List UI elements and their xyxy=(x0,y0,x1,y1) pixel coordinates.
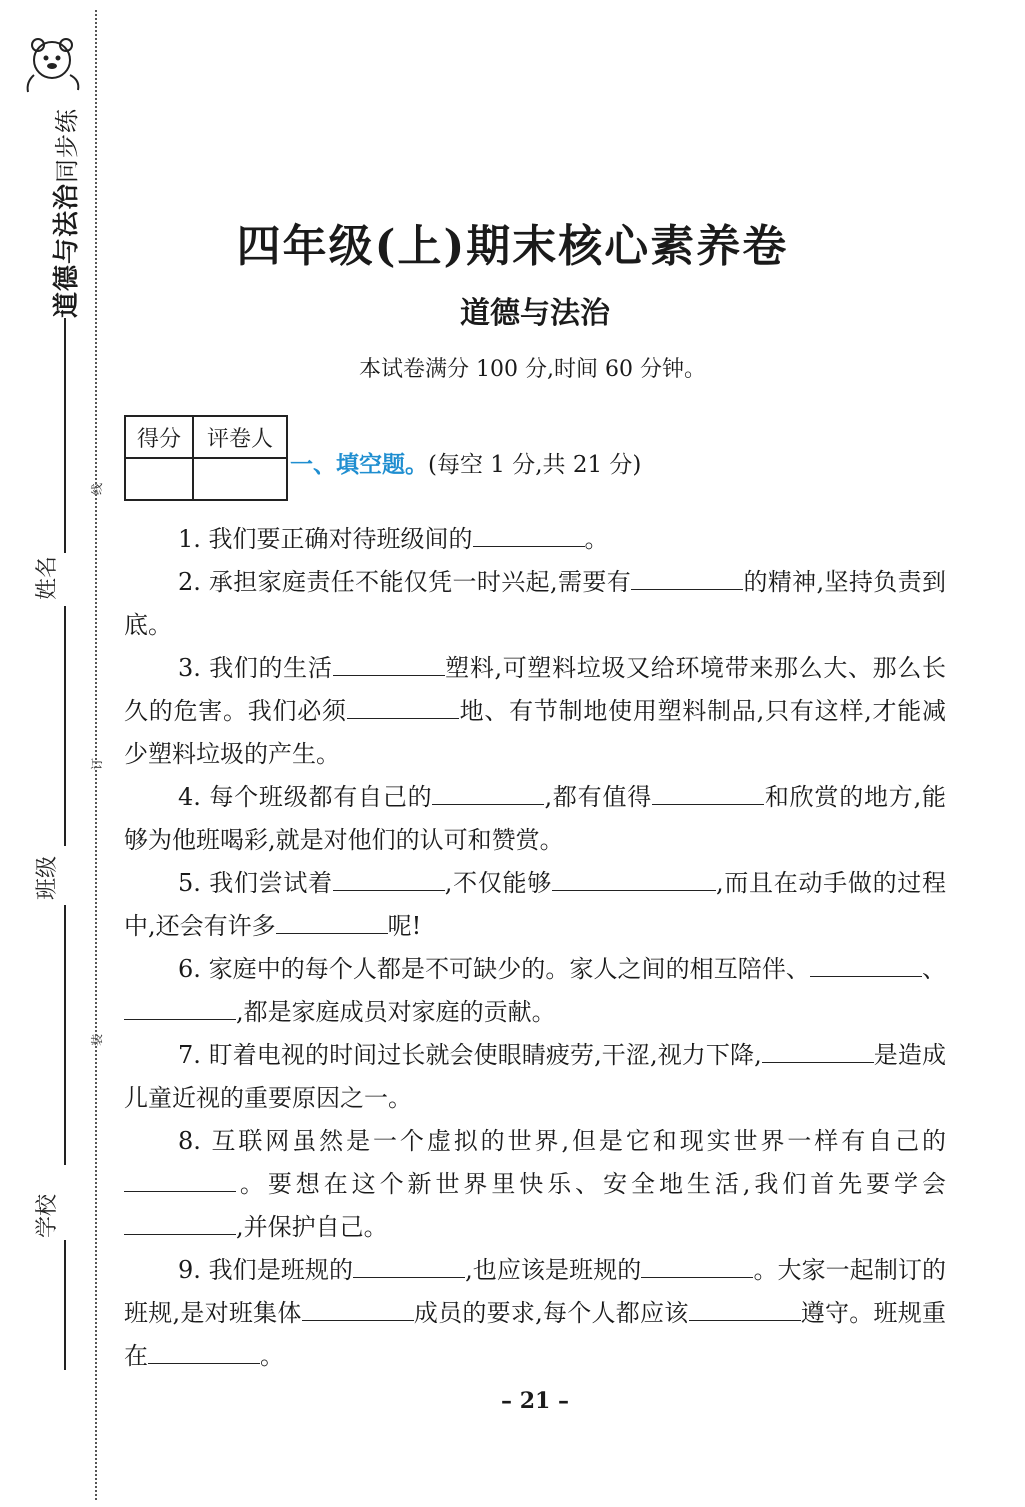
field-label-school: 学校 xyxy=(35,1193,60,1238)
q-text: 塑料,可塑料垃圾又给环境带来那么大、那么长久的危害。我们必须 xyxy=(124,654,946,725)
q-text: 。 xyxy=(260,1342,284,1370)
question-8 xyxy=(124,1120,946,1249)
grader-header: 评卷人 xyxy=(193,416,287,458)
answer-blank[interactable] xyxy=(810,956,922,977)
answer-blank[interactable] xyxy=(473,526,585,547)
q-text: ,都有值得 xyxy=(544,783,653,811)
q-text: 1. 我们要正确对待班级间的 xyxy=(178,525,473,553)
q-text: 7. 盯着电视的时间过长就会使眼睛疲劳,干涩,视力下降, xyxy=(178,1041,762,1069)
question-list xyxy=(124,518,946,1378)
field-label-class: 班级 xyxy=(35,855,60,900)
answer-blank[interactable] xyxy=(148,1343,260,1364)
question-2 xyxy=(124,561,946,647)
answer-blank[interactable] xyxy=(689,1300,801,1321)
answer-blank[interactable] xyxy=(333,655,445,676)
score-table xyxy=(124,415,288,501)
series-title-bold: 道德与法治 xyxy=(52,182,82,318)
section-title: 一、填空题。 xyxy=(290,452,428,478)
exam-title: 四年级(上)期末核心素养卷 xyxy=(236,221,789,272)
bind-mark-zhuang: 装 xyxy=(90,1033,104,1046)
question-4 xyxy=(124,776,946,862)
page-number: – 21 – xyxy=(501,1388,569,1414)
margin-line-school xyxy=(64,1240,66,1370)
q-text: 8. 互联网虽然是一个虚拟的世界,但是它和现实世界一样有自己的 xyxy=(178,1127,946,1155)
question-7 xyxy=(124,1034,946,1120)
q-text: 。 xyxy=(584,525,609,553)
q-text: 、 xyxy=(921,955,947,983)
q-text: 9. 我们是班规的 xyxy=(178,1256,354,1284)
answer-blank[interactable] xyxy=(124,1171,236,1192)
q-text: ,不仅能够 xyxy=(444,869,552,897)
grader-cell[interactable] xyxy=(193,458,287,500)
bind-mark-xian: 线 xyxy=(90,482,104,495)
answer-blank[interactable] xyxy=(333,870,445,891)
q-text: 3. 我们的生活 xyxy=(178,654,333,682)
answer-blank[interactable] xyxy=(432,784,544,805)
q-text: 是造成儿童近视的重要原因之一。 xyxy=(124,1041,946,1112)
q-text: 成员的要求,每个人都应该 xyxy=(413,1299,689,1327)
q-text: 。要想在这个新世界里快乐、安全地生活,我们首先要学会 xyxy=(236,1170,946,1198)
answer-blank[interactable] xyxy=(652,784,764,805)
q-text: 地、有节制地使用塑料制品,只有这样,才能减少塑料垃圾的产生。 xyxy=(124,697,946,768)
question-6 xyxy=(124,948,946,1034)
q-text: 5. 我们尝试着 xyxy=(178,869,333,897)
score-header: 得分 xyxy=(125,416,193,458)
answer-blank[interactable] xyxy=(353,1257,465,1278)
bind-mark-ding: 订 xyxy=(90,757,104,770)
answer-blank[interactable] xyxy=(631,569,743,590)
bear-mascot-icon xyxy=(18,30,88,100)
q-text: 和欣赏的地方,能够为他班喝彩,就是对他们的认可和赞赏。 xyxy=(124,783,946,854)
section-note: (每空 1 分,共 21 分) xyxy=(428,452,642,478)
q-text: 6. 家庭中的每个人都是不可缺少的。家人之间的相互陪伴、 xyxy=(178,955,810,983)
q-text: 。大家一起制订的班规,是对班集体 xyxy=(124,1256,946,1327)
field-label-name: 姓名 xyxy=(35,555,60,600)
answer-blank[interactable] xyxy=(641,1257,753,1278)
q-text: 2. 承担家庭责任不能仅凭一时兴起,需要有 xyxy=(178,568,632,596)
answer-blank[interactable] xyxy=(762,1042,874,1063)
answer-blank[interactable] xyxy=(347,698,459,719)
series-title-light: 同步练 xyxy=(53,107,81,183)
score-cell[interactable] xyxy=(125,458,193,500)
q-text: ,而且在动手做的过程中,还会有许多 xyxy=(124,869,946,940)
answer-blank[interactable] xyxy=(276,913,388,934)
answer-blank[interactable] xyxy=(124,999,236,1020)
section-heading xyxy=(290,446,641,479)
q-text: 呢! xyxy=(387,912,422,940)
question-9 xyxy=(124,1249,946,1378)
q-text: ,并保护自己。 xyxy=(236,1213,388,1241)
q-text: 遵守。班规重在 xyxy=(124,1299,946,1370)
q-text: ,都是家庭成员对家庭的贡献。 xyxy=(236,998,556,1026)
margin-line-class xyxy=(64,905,66,1165)
q-text: 的精神,坚持负责到底。 xyxy=(124,568,947,639)
margin-line-name xyxy=(64,606,66,846)
q-text: 4. 每个班级都有自己的 xyxy=(178,783,433,811)
answer-blank[interactable] xyxy=(302,1300,414,1321)
q-text: ,也应该是班规的 xyxy=(465,1256,642,1284)
question-5 xyxy=(124,862,946,948)
exam-info: 本试卷满分 100 分,时间 60 分钟。 xyxy=(359,357,706,382)
question-3 xyxy=(124,647,946,776)
answer-blank[interactable] xyxy=(552,870,716,891)
exam-subject: 道德与法治 xyxy=(460,296,610,331)
answer-blank[interactable] xyxy=(124,1214,236,1235)
question-1 xyxy=(124,518,946,561)
